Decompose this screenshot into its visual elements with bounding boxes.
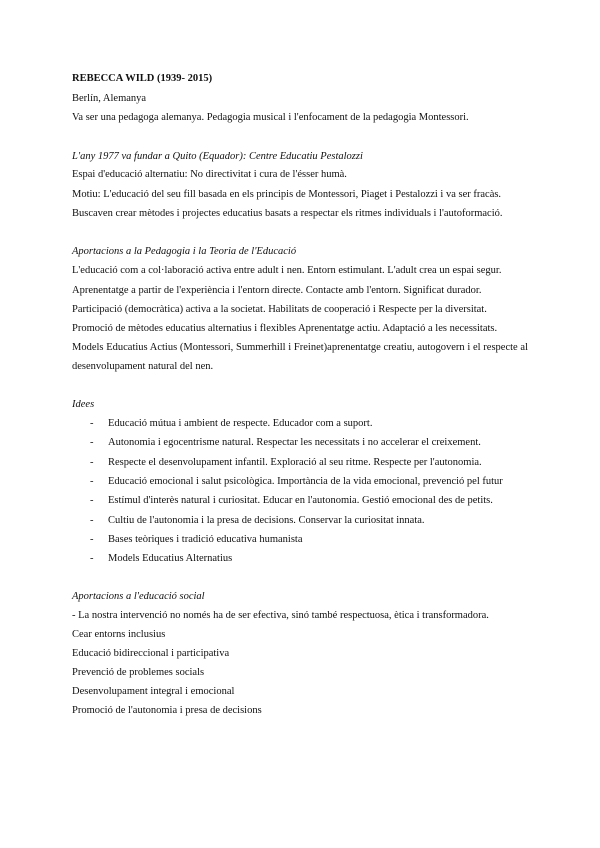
bullet-dash: - — [90, 515, 94, 526]
list-item-text: Educació mútua i ambient de respecte. Educador com a suport. — [108, 418, 373, 429]
list-item-text: Respecte el desenvolupament infantil. Exploració al seu ritme. Respecte per l'autonomia. — [108, 457, 482, 468]
bullet-dash: - — [90, 476, 94, 487]
text-line: Espai d'educació alternatiu: No directivitat i cura de l'ésser humà. — [72, 169, 347, 180]
text-line: Cear entorns inclusius — [72, 629, 166, 640]
list-item-text: Bases teòriques i tradició educativa humanista — [108, 534, 303, 545]
bullet-dash: - — [90, 534, 94, 545]
text-line: L'educació com a col·laboració activa entre adult i nen. Entorn estimulant. L'adult crea un espai segur. — [72, 265, 502, 276]
birthplace: Berlín, Alemanya — [72, 93, 147, 104]
text-line: Promoció de l'autonomia i presa de decisions — [72, 705, 262, 716]
bullet-dash: - — [90, 457, 94, 468]
bullet-dash: - — [90, 418, 94, 429]
section-heading-aportacions: Aportacions a la Pedagogia i la Teoria de l'Educació — [72, 246, 297, 257]
text-line: Educació bidireccional i participativa — [72, 648, 230, 659]
text-line: Promoció de mètodes educatius alternatius i flexibles Aprenentatge actiu. Adaptació a les necessitats. — [72, 323, 498, 334]
bullet-dash: - — [90, 553, 94, 564]
models-paragraph: Models Educatius Actius (Montessori, Summerhill i Freinet)aprenentatge creatiu, autogovern i el respecte al desenvolupament natural del nen. — [72, 342, 528, 372]
intro-text: Va ser una pedagoga alemanya. Pedagogia musical i l'enfocament de la pedagogia Montessori. — [72, 112, 469, 123]
section-heading-educacio-social: Aportacions a l'educació social — [72, 591, 205, 602]
text-line: Desenvolupament integral i emocional — [72, 686, 235, 697]
section-heading-idees: Idees — [72, 399, 95, 410]
text-line: Buscaven crear mètodes i projectes educatius basats a respectar els ritmes individuals i l'autoformació. — [72, 208, 503, 219]
list-item-text: Cultiu de l'autonomia i la presa de decisions. Conservar la curiositat innata. — [108, 515, 425, 526]
text-line: - La nostra intervenció no només ha de ser efectiva, sinó també respectuosa, ètica i transformadora. — [72, 610, 489, 621]
text-line: Motiu: L'educació del seu fill basada en els principis de Montessori, Piaget i Pestalozzi i va ser fracàs. — [72, 189, 502, 200]
section-heading-pestalozzi: L'any 1977 va fundar a Quito (Equador): Centre Educatiu Pestalozzi — [72, 151, 363, 162]
list-item-text: Autonomia i egocentrisme natural. Respectar les necessitats i no accelerar el creixement. — [108, 437, 481, 448]
bullet-dash: - — [90, 437, 94, 448]
bullet-dash: - — [90, 495, 94, 506]
list-item-text: Models Educatius Alternatius — [108, 553, 233, 564]
text-line: Participació (democràtica) activa a la societat. Habilitats de cooperació i Respecte per la diversitat. — [72, 304, 487, 315]
list-item-text: Educació emocional i salut psicològica. Importància de la vida emocional, prevenció pel futur — [108, 476, 503, 487]
text-line: Prevenció de problemes socials — [72, 667, 205, 678]
text-line: Aprenentatge a partir de l'experiència i l'entorn directe. Contacte amb l'entorn. Significat durador. — [72, 285, 482, 296]
page-title: REBECCA WILD (1939- 2015) — [72, 73, 213, 84]
list-item-text: Estímul d'interès natural i curiositat. Educar en l'autonomia. Gestió emocional des de petits. — [108, 495, 493, 506]
